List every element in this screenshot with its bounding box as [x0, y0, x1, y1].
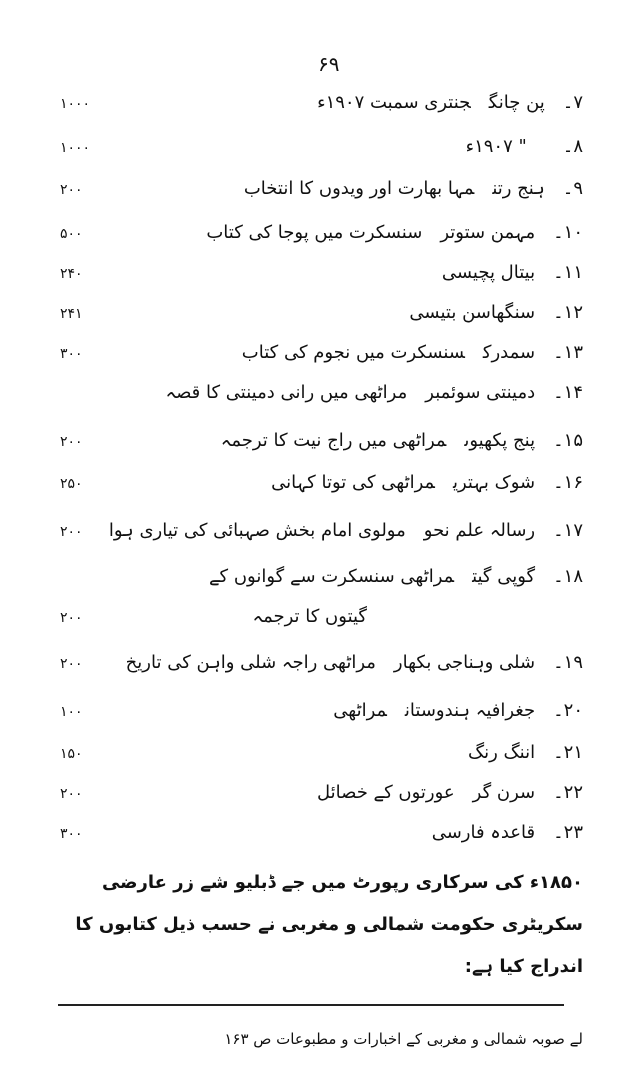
entry-no: ۱۴۔ [553, 382, 583, 403]
entry-desc: مراٹھی راجہ شلی واہن کی تاریخ [125, 652, 376, 673]
entry-title: پن چانگ [488, 92, 545, 113]
entry-value: ۲۵۰ [60, 476, 83, 492]
entry-title: دمینتی سوئمبر [425, 382, 536, 403]
entry-value: ۱۰۰ [60, 704, 83, 720]
list-item [60, 136, 583, 166]
list-item [60, 222, 583, 252]
paragraph [60, 862, 583, 988]
paragraph-line: سکریٹری حکومت شمالی و مغربی نے حسب ذیل کتابوں کا [75, 914, 583, 935]
entry-value: ۱۵۰ [60, 746, 83, 762]
entry-value: ۲۰۰ [60, 434, 83, 450]
list-item [60, 606, 583, 636]
footnote-divider [58, 1004, 564, 1006]
entry-desc: مہا بھارت اور ویدوں کا انتخاب [243, 178, 475, 199]
entry-desc: مراٹھی میں راج نیت کا ترجمہ [220, 430, 447, 451]
entry-desc: گیتوں کا ترجمہ [252, 606, 367, 627]
list-item [60, 302, 583, 332]
entry-title: جغرافیہ ہندوستان [404, 700, 536, 721]
entry-no: ۱۸۔ [553, 566, 583, 587]
list-item [60, 262, 583, 292]
paragraph-line: ۱۸۵۰ء کی سرکاری رپورٹ میں جے ڈبلیو شے زر عارضی [101, 872, 583, 893]
entry-value: ۲۰۰ [60, 610, 83, 626]
entry-title: قاعدہ فارسی [431, 822, 536, 843]
list-item [60, 342, 583, 372]
list-item [60, 742, 583, 772]
list-item [60, 430, 583, 460]
list-item [60, 782, 583, 812]
entry-value: ۱۰۰۰ [60, 96, 91, 112]
entry-no: ۹۔ [562, 178, 583, 199]
entry-title: اننگ رنگ [468, 742, 536, 763]
list-item [60, 566, 583, 596]
entry-title: رسالہ علم نحو [423, 520, 536, 541]
entry-desc: جنتری سمبت ۱۹۰۷ء [317, 92, 471, 113]
entry-desc: " ۱۹۰۷ء [465, 136, 527, 157]
footnote: لے صوبہ شمالی و مغربی کے اخبارات و مطبوعات ص ۱۶۳ [224, 1030, 583, 1048]
list-item [60, 520, 583, 550]
entry-title: بیتال پچیسی [441, 262, 536, 283]
list-item [60, 178, 583, 208]
entry-value: ۲۰۰ [60, 182, 83, 198]
entry-no: ۲۳۔ [553, 822, 583, 843]
entry-no: ۱۰۔ [553, 222, 583, 243]
entry-title: شوک بہتری [452, 472, 536, 493]
entry-value: ۲۰۰ [60, 786, 83, 802]
list-item [60, 472, 583, 502]
entry-title: سرن گر [472, 782, 536, 803]
entry-desc: مراٹھی [333, 700, 387, 721]
entry-no: ۱۵۔ [553, 430, 583, 451]
list-item [60, 822, 583, 852]
entry-desc: سنسکرت میں پوجا کی کتاب [206, 222, 423, 243]
entry-title: مہمن ستوتر [440, 222, 536, 243]
entry-value: ۳۰۰ [60, 826, 83, 842]
entry-no: ۷۔ [562, 92, 583, 113]
entry-title: گوپی گیت [472, 566, 536, 587]
entry-desc: عورتوں کے خصائل [316, 782, 455, 803]
entry-value: ۳۰۰ [60, 346, 83, 362]
entry-title: سنگھاسن بتیسی [409, 302, 536, 323]
list-item [60, 92, 583, 122]
entry-no: ۱۶۔ [553, 472, 583, 493]
entry-no: ۱۱۔ [553, 262, 583, 283]
entry-no: ۱۳۔ [553, 342, 583, 363]
entry-title: پنج پکھیوں [464, 430, 536, 451]
entry-desc: مراٹھی سنسکرت سے گوانوں کے [208, 566, 455, 587]
entry-desc: مولوی امام بخش صہبائی کی تیاری ہوا [108, 520, 406, 541]
entry-value: ۲۴۱ [60, 306, 83, 322]
entry-title: سمدرک [482, 342, 536, 363]
entry-desc: مراٹھی میں رانی دمینتی کا قصہ [165, 382, 408, 403]
entry-desc: سنسکرت میں نجوم کی کتاب [241, 342, 465, 363]
entry-no: ۱۷۔ [553, 520, 583, 541]
entry-title: شلی وہناجی بکھار [393, 652, 536, 673]
list-item [60, 382, 583, 412]
entry-no: ۲۰۔ [553, 700, 583, 721]
entry-no: ۲۲۔ [553, 782, 583, 803]
list-item [60, 652, 583, 682]
entry-value: ۱۰۰۰ [60, 140, 91, 156]
entry-desc: مراٹھی کی توتا کہانی [271, 472, 435, 493]
entry-value: ۵۰۰ [60, 226, 83, 242]
entry-value: ۲۰۰ [60, 656, 83, 672]
entry-title: ہنج رتن [492, 178, 545, 199]
entry-no: ۱۲۔ [553, 302, 583, 323]
list-item [60, 700, 583, 730]
entry-no: ۸۔ [562, 136, 583, 157]
entry-value: ۲۰۰ [60, 524, 83, 540]
paragraph-line: اندراج کیا ہے: [464, 956, 583, 977]
entry-value: ۲۴۰ [60, 266, 83, 282]
page-number: ۶۹ [318, 52, 340, 76]
entry-no: ۱۹۔ [553, 652, 583, 673]
entry-no: ۲۱۔ [553, 742, 583, 763]
